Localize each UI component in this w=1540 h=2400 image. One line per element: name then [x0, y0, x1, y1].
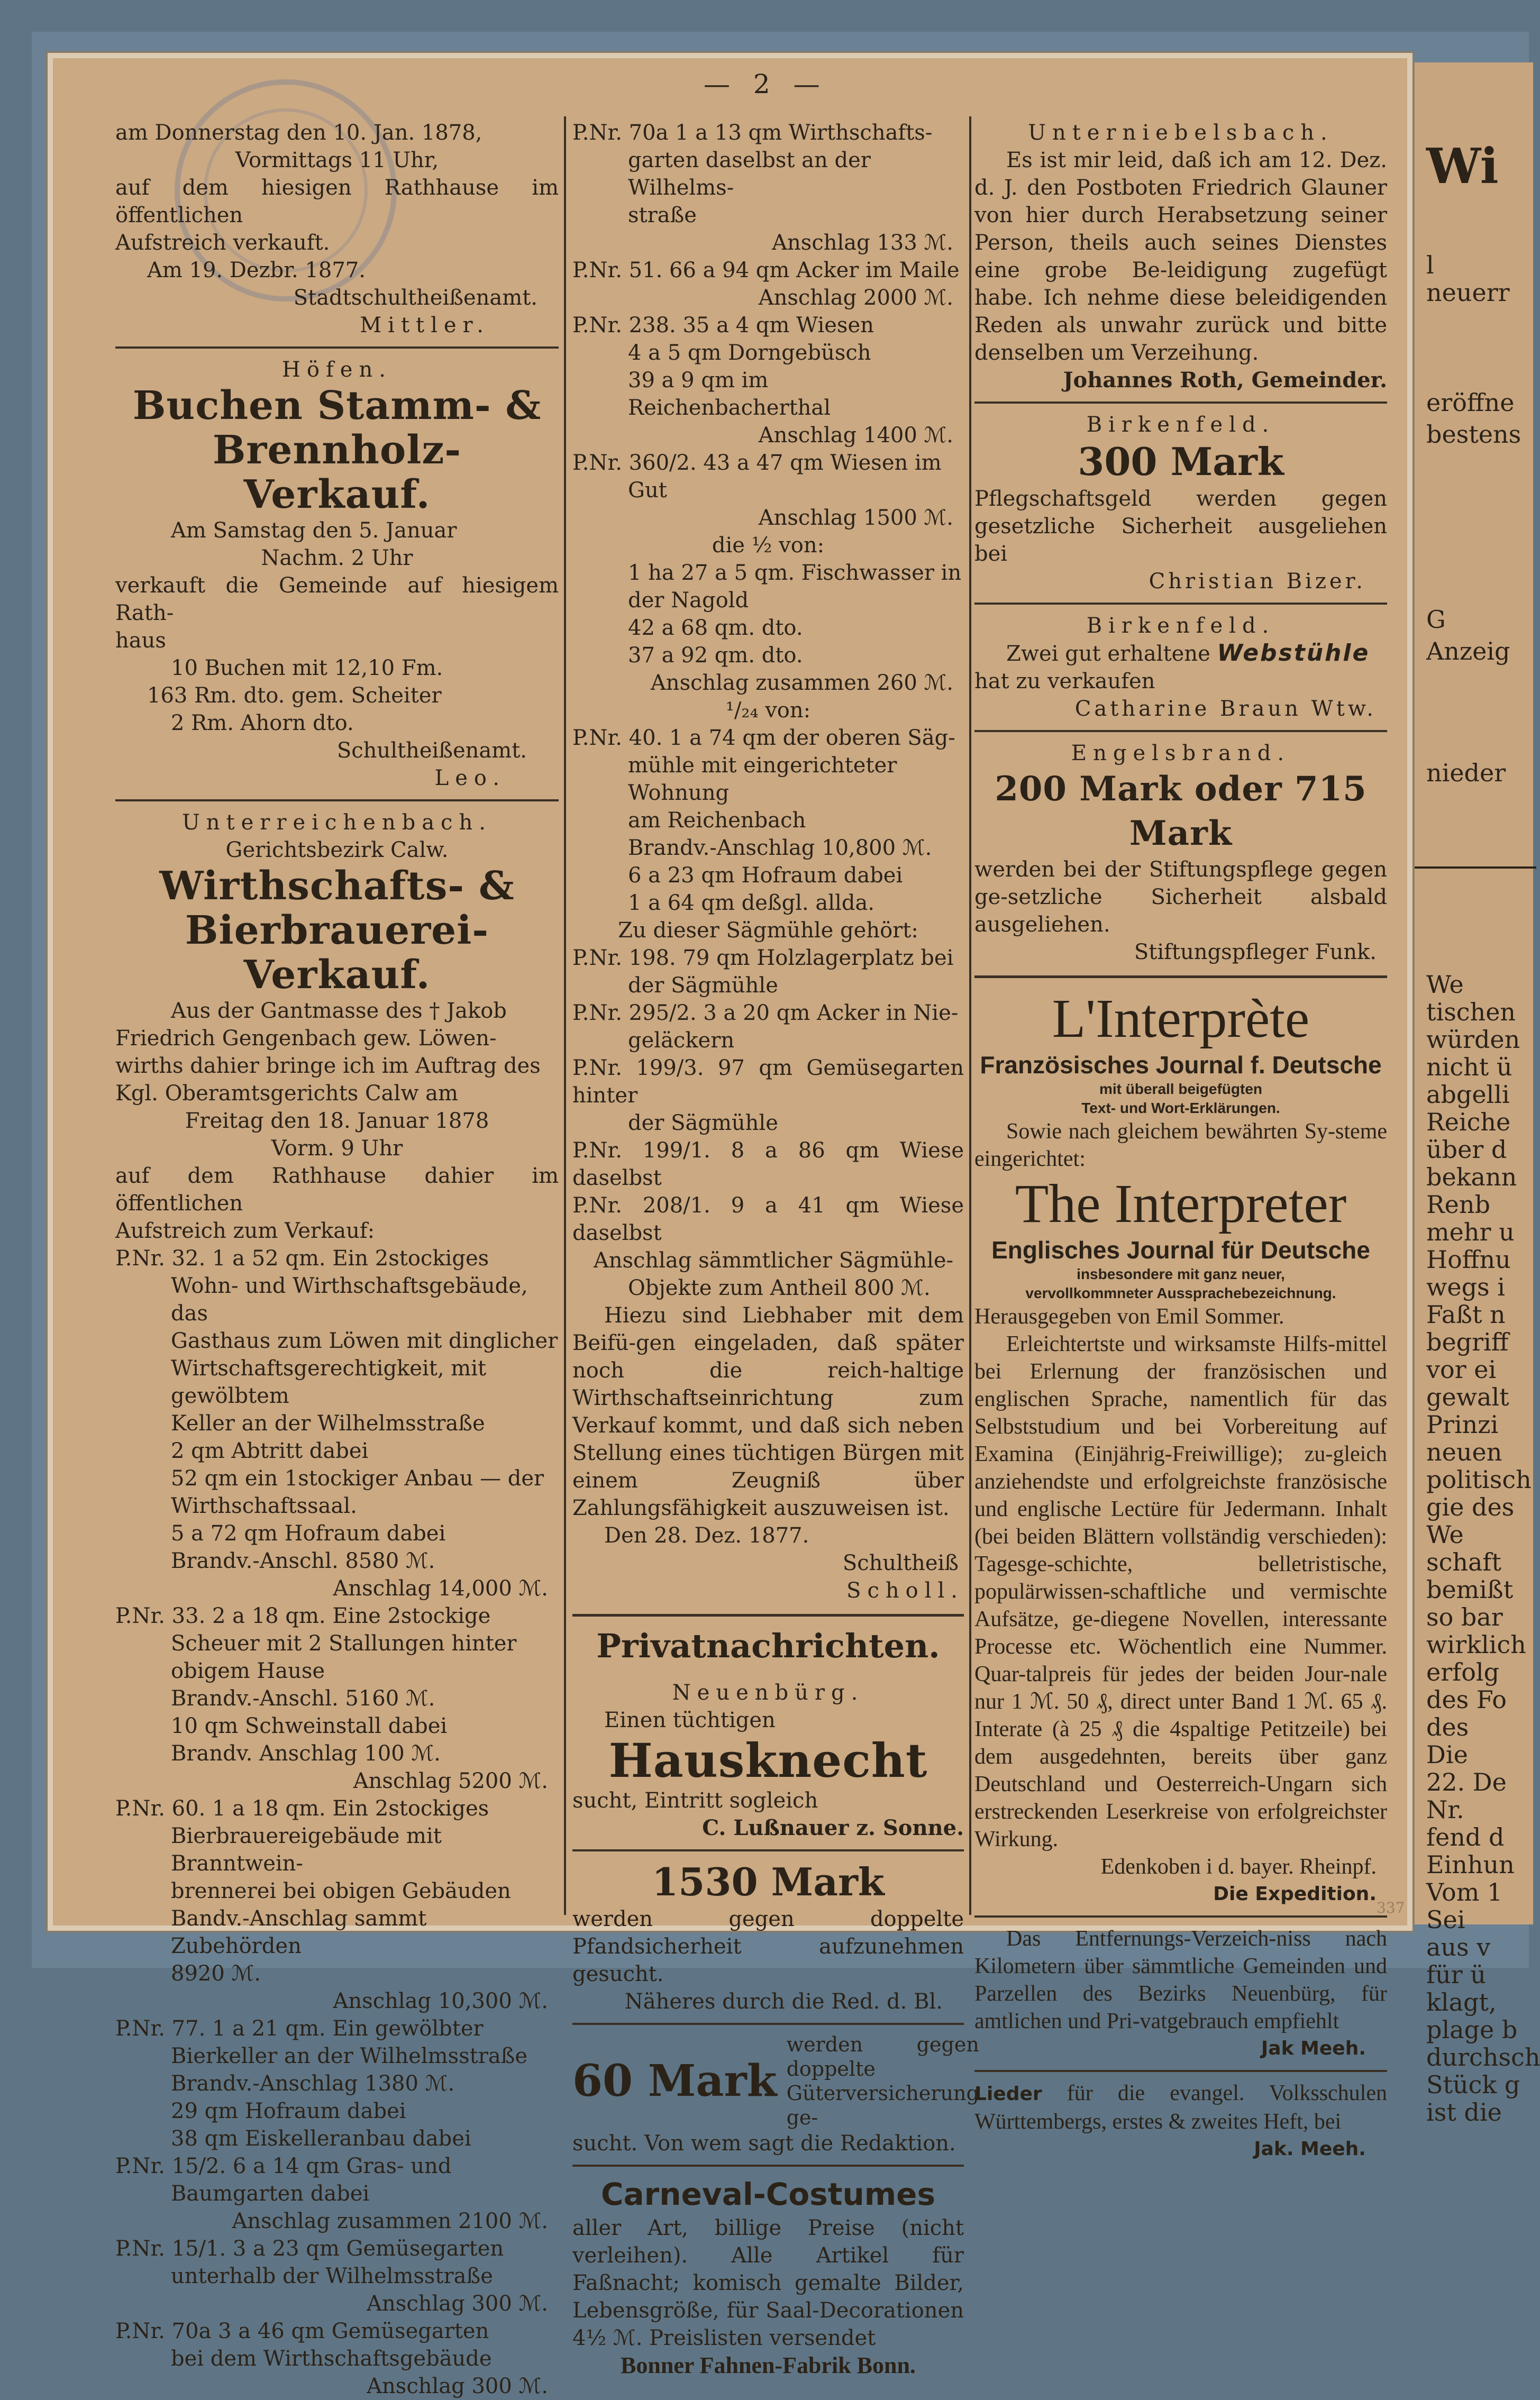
place: Birkenfeld.	[1086, 614, 1275, 638]
line: Nachm. 2 Uhr	[261, 546, 413, 570]
next-page-fragment: Sei	[1426, 1905, 1465, 1934]
signature: Jak Meeh.	[1261, 2038, 1366, 2059]
item-line: Bandv.-Anschlag sammt Zubehörden	[171, 1906, 427, 1958]
item-line: 4 a 5 qm Dorngebüsch	[628, 341, 871, 365]
signature: Schultheiß	[842, 1551, 959, 1575]
item-line: P.Nr. 198. 79 qm Holzlagerplatz bei	[572, 946, 954, 970]
intro-line: Am 19. Dezbr. 1877.	[147, 258, 366, 282]
ad-title: Carneval-Costumes	[600, 2176, 936, 2212]
signature: Christian Bizer.	[1149, 569, 1366, 594]
body-line: wirths dahier bringe ich im Auftrag des	[115, 1054, 541, 1078]
signature: Johannes Roth, Gemeinder.	[1063, 368, 1387, 393]
signature: Scholl.	[846, 1578, 964, 1603]
signature: Bonner Fahnen-Fabrik Bonn.	[621, 2352, 916, 2378]
item-line: Anschlag 133 ℳ.	[772, 231, 953, 255]
item-line: geläckern	[628, 1028, 735, 1053]
item-line: Anschlag zusammen 2100 ℳ.	[232, 2209, 548, 2233]
journal-title: The Interpreter	[1015, 1173, 1347, 1234]
item-line: Bierkeller an der Wilhelmsstraße	[171, 2044, 528, 2068]
body-line: Friedrich Gengenbach gew. Löwen-	[115, 1026, 497, 1051]
item-line: Baumgarten dabei	[171, 2182, 370, 2206]
item-line: Zu dieser Sägmühle gehört:	[618, 918, 918, 943]
ad-title: 1530 Mark	[652, 1859, 885, 1904]
next-page-fragment: für ü	[1426, 1960, 1486, 1989]
next-page-fragment: bekann	[1426, 1163, 1517, 1191]
item-line: P.Nr. 32. 1 a 52 qm. Ein 2stockiges	[115, 1246, 489, 1271]
next-page-fragment: schaft	[1426, 1548, 1501, 1576]
next-page-fragment: Renb	[1426, 1190, 1490, 1219]
item-line: Wirthschaftssaal.	[171, 1494, 357, 1518]
item-line: P.Nr. 70a 1 a 13 qm Wirthschafts-	[572, 121, 933, 145]
next-page-fragment: eröffne	[1426, 388, 1515, 417]
ad-title: 60 Mark	[572, 2056, 777, 2106]
signature: Catharine Braun Wtw.	[1074, 697, 1377, 721]
journal-note: Text- und Wort-Erklärungen.	[1081, 1100, 1280, 1116]
item-line: P.Nr. 15/1. 3 a 23 qm Gemüsegarten	[115, 2237, 504, 2261]
ad-title: Verkauf.	[243, 952, 431, 998]
item-line: Brandv.-Anschl. 8580 ℳ.	[171, 1549, 435, 1573]
next-page-fragment: gewalt	[1426, 1383, 1509, 1411]
next-page-fragment: Hoffnu	[1426, 1245, 1511, 1274]
next-page-fragment: abgelli	[1426, 1080, 1510, 1109]
item-line: P.Nr. 60. 1 a 18 qm. Ein 2stockiges	[115, 1796, 489, 1821]
line: werden gegen doppelte Pfandsicherheit aufzunehmen gesucht.	[572, 1907, 964, 1986]
line: hat zu verkaufen	[974, 669, 1155, 693]
divider	[974, 730, 1387, 732]
line: 10 Buchen mit 12,10 Fm.	[171, 656, 443, 680]
next-page-fragment: We	[1426, 970, 1464, 999]
next-page-fragment: würden	[1426, 1025, 1520, 1054]
item-line: P.Nr. 51. 66 a 94 qm Acker im Maile	[572, 258, 960, 282]
item-line: P.Nr. 70a 3 a 46 qm Gemüsegarten	[115, 2319, 489, 2343]
column-rule-1	[564, 116, 566, 1915]
line-text: für die evangel. Volksschulen Württembergs, erstes & zweites Heft, bei	[974, 2081, 1387, 2134]
next-page-fragment: nieder	[1426, 759, 1506, 787]
line: 2 Rm. Ahorn dto.	[171, 711, 354, 735]
closing-text: Hiezu sind Liebhaber mit dem Beifü-gen eingeladen, daß später noch die reich-haltige Wirthschaftseinrichtung zum Verkauf kommt, und daß sich neben Stellung eines tüchtigen Bürgen mit einem Zeugniß über Zahlungsfähigkeit auszuweisen ist.	[572, 1303, 964, 1520]
next-page-fragment: des Fo	[1426, 1685, 1507, 1714]
line: Herausgegeben von Emil Sommer.	[974, 1304, 1284, 1329]
apology-text: Es ist mir leid, daß ich am 12. Dez. d. J. den Postboten Friedrich Glauner von hier durch Herabsetzung seiner Person, theils auch seines Dienstes eine grobe Be-leidigung zugefügt habe. Ich nehme diese beleidigenden Reden als unwahr zurück und bitte denselben um Verzeihung.	[974, 148, 1387, 365]
item-line: mühle mit eingerichteter Wohnung	[628, 753, 897, 805]
item-line: Brandv.-Anschl. 5160 ℳ.	[171, 1686, 435, 1711]
next-page-fragment: Stück g	[1426, 2070, 1520, 2099]
line: Näheres durch die Red. d. Bl.	[624, 1990, 943, 2014]
highlight: Webstühle	[1217, 640, 1370, 667]
line-text: Zwei gut erhaltene	[1006, 642, 1210, 666]
body-line: Vorm. 9 Uhr	[271, 1136, 403, 1161]
line: sucht. Von wem sagt die Redaktion.	[572, 2131, 956, 2156]
next-page-fragment: wirklich	[1426, 1630, 1526, 1659]
journal-body: Erleichtertste und wirksamste Hilfs-mittel bei Erlernung der französischen und englischen Sprache, namentlich für das Selbststudium und bei Vorbereitung auf Examina (Einjährig-Freiwillige); zu-gleich anziehendste und erfolgreichste französische und englische Lectüre für Jedermann. Inhalt (bei beiden Blättern vollständig verschieden): Tagesge-schichte, belletristische, populärwissen-schaftliche und vermischte Aufsätze, ge-diegene Novellen, interessante Processe etc. Wöchentlich eine Nummer. Quar-talpreis für jedes der beiden Jour-nale nur 1 ℳ. 50 ₰, direct unter Band 1 ℳ. 65 ₰. Interate (à 25 ₰ die 4spaltige Petitzeile) bei dem ausgedehnten, bereits über ganz Deutschland und Oesterreich-Ungarn sich erstreckenden Leserkreise von erfolgreichster Wirkung.	[974, 1332, 1387, 1851]
next-page-fragment: nicht ü	[1426, 1053, 1512, 1081]
item-list	[115, 1245, 559, 2400]
next-page-fragment: erfolg	[1426, 1658, 1500, 1686]
line: 163 Rm. dto. gem. Scheiter	[147, 683, 442, 708]
line: verkauft die Gemeinde auf hiesigem Rath-	[115, 573, 559, 625]
ad-title: 300 Mark	[1078, 439, 1284, 484]
line: Das Entfernungs-Verzeich-niss nach Kilometern über sämmtliche Gemeinden und Parzellen des Bezirks Neuenbürg, für amtlichen und Pri-vatgebrauch empfiehlt	[974, 1927, 1387, 2033]
item-line: der Sägmühle	[628, 1111, 778, 1135]
next-page-fragment: Vom 1	[1426, 1878, 1503, 1906]
line: haus	[115, 628, 166, 653]
line: aller Art, billige Preise (nicht verleihen). Alle Artikel für Faßnacht; komisch gemalte Bilder, Lebensgröße, für Saal-Decorationen 4½ ℳ. Preislisten versendet	[572, 2216, 964, 2350]
column-2	[572, 119, 979, 2378]
item-line: Anschlag 1500 ℳ.	[758, 506, 953, 530]
next-page-fragment: neuerr	[1426, 278, 1510, 307]
next-page-fragment: ist die	[1426, 2098, 1502, 2127]
item-line: ¹/₂₄ von:	[725, 698, 811, 723]
item-line: Anschlag sämmtlicher Sägmühle-	[593, 1248, 953, 1273]
intro-line: Aufstreich verkauft.	[115, 231, 330, 255]
line: Leo.	[434, 766, 506, 790]
divider	[974, 401, 1387, 404]
section-heading: Privatnachrichten.	[596, 1627, 940, 1665]
item-line: 37 a 92 qm. dto.	[628, 643, 803, 668]
next-page-fragment: fend d	[1426, 1823, 1505, 1851]
column-1	[115, 119, 559, 2398]
place: Engelsbrand.	[1071, 741, 1291, 765]
intro-line: Mittler.	[360, 313, 490, 337]
next-page-fragment: politisch	[1426, 1465, 1532, 1494]
next-page-fragment: Nr.	[1426, 1795, 1464, 1824]
divider	[974, 975, 1387, 978]
item-line: P.Nr. 208/1. 9 a 41 qm Wiese daselbst	[572, 1193, 964, 1245]
item-line: 29 qm Hofraum dabei	[171, 2099, 406, 2123]
divider	[115, 799, 559, 801]
next-page-fragment: l	[1426, 251, 1434, 279]
journal-note: insbesondere mit ganz neuer,	[1077, 1266, 1285, 1282]
line: Edenkoben i d. bayer. Rheinpf.	[1100, 1855, 1377, 1879]
item-line: obigem Hause	[171, 1659, 325, 1683]
ad-title: Wirthschafts- & Bierbrauerei-	[159, 863, 515, 953]
line: sucht, Eintritt sogleich	[572, 1788, 818, 1813]
body-line: Freitag den 18. Januar 1878	[185, 1109, 489, 1133]
item-line: bei dem Wirthschaftsgebäude	[171, 2347, 492, 2371]
next-page-fragment: Die	[1426, 1740, 1468, 1769]
journal-subtitle: Englisches Journal für Deutsche	[991, 1236, 1370, 1264]
item-line: Wohn- und Wirthschaftsgebäude, das	[171, 1274, 528, 1326]
journal-note: mit überall beigefügten	[1099, 1081, 1263, 1097]
body-line: Aufstreich zum Verkauf:	[115, 1219, 375, 1243]
place-hoefen: Höfen.	[282, 358, 392, 382]
divider	[572, 2165, 964, 2167]
item-line: Scheuer mit 2 Stallungen hinter	[171, 1631, 517, 1656]
intro-line: am Donnerstag den 10. Jan. 1878,	[115, 121, 482, 145]
intro-line: Stadtschultheißenamt.	[293, 286, 537, 310]
item-line: 2 qm Abtritt dabei	[171, 1439, 369, 1463]
item-line: Objekte zum Antheil 800 ℳ.	[628, 1276, 931, 1300]
next-page-fragment: über d	[1426, 1135, 1507, 1164]
next-page-fragment: klagt,	[1426, 1988, 1497, 2016]
next-page-fragment: so bar	[1426, 1603, 1503, 1631]
next-page-fragment: des	[1426, 1713, 1469, 1741]
next-page-fragment: bestens	[1426, 420, 1521, 449]
item-line: 39 a 9 qm im Reichenbacherthal	[628, 368, 831, 420]
item-list	[572, 119, 964, 1302]
item-line: 6 a 23 qm Hofraum dabei	[628, 863, 903, 888]
item-line: Anschlag 10,300 ℳ.	[333, 1989, 548, 2013]
line: werden bei der Stiftungspflege gegen ge-setzliche Sicherheit alsbald ausgeliehen.	[974, 857, 1387, 937]
district: Gerichtsbezirk Calw.	[225, 838, 449, 862]
next-page-fragment: wegs i	[1426, 1273, 1505, 1301]
line: Einen tüchtigen	[604, 1708, 776, 1732]
item-line: Anschlag 14,000 ℳ.	[333, 1576, 548, 1601]
item-line: garten daselbst an der Wilhelms-	[628, 148, 871, 200]
divider	[572, 1614, 964, 1617]
next-page-rule	[1415, 866, 1536, 869]
item-line: Keller an der Wilhelmsstraße	[171, 1411, 485, 1436]
body-line: Aus der Gantmasse des † Jakob	[171, 999, 507, 1023]
next-page-fragment: mehr u	[1426, 1218, 1515, 1246]
item-line: 5 a 72 qm Hofraum dabei	[171, 1521, 446, 1546]
item-line: Brandv.-Anschlag 1380 ℳ.	[171, 2072, 455, 2096]
item-line: P.Nr. 33. 2 a 18 qm. Eine 2stockige	[115, 1604, 491, 1628]
place: Unterniebelsbach.	[1028, 121, 1334, 145]
body-line: auf dem Rathhause dahier im öffentlichen	[115, 1164, 559, 1216]
item-line: unterhalb der Wilhelmsstraße	[171, 2264, 493, 2288]
item-line: Anschlag 5200 ℳ.	[353, 1769, 548, 1793]
item-line: Anschlag 1400 ℳ.	[758, 423, 953, 448]
intro-line: auf dem hiesigen Rathhause im öffentlichen	[115, 176, 559, 227]
divider	[572, 2023, 964, 2025]
item-line: die ½ von:	[712, 533, 825, 558]
next-page-fragment: Anzeig	[1426, 637, 1510, 665]
line: werden gegen doppelte Güterversicherung ge-	[786, 2033, 979, 2129]
next-page-fragment: begriff	[1426, 1328, 1509, 1356]
item-line: am Reichenbach	[628, 808, 806, 833]
next-page-fragment: G	[1426, 605, 1446, 634]
next-page-fragment: Reiche	[1426, 1108, 1511, 1136]
item-line: 38 qm Eiskelleranbau dabei	[171, 2127, 471, 2151]
item-line: 8920 ℳ.	[171, 1961, 261, 1986]
item-line: Bierbrauereigebäude mit Branntwein-	[171, 1824, 442, 1876]
ad-title: 200 Mark oder 715 Mark	[995, 769, 1367, 853]
signature: C. Lußnauer z. Sonne.	[702, 1815, 964, 1840]
place: Birkenfeld.	[1086, 413, 1275, 437]
next-page-fragment: neuen	[1426, 1438, 1502, 1466]
divider	[974, 1915, 1387, 1918]
journal-subtitle: Französisches Journal f. Deutsche	[980, 1051, 1382, 1079]
next-page-fragment: Prinzi	[1426, 1410, 1499, 1439]
column-rule-2	[969, 116, 971, 1915]
item-line: Anschlag 2000 ℳ.	[758, 286, 953, 310]
divider	[974, 603, 1387, 605]
ad-title: Buchen Stamm- & Brennholz-	[132, 383, 542, 473]
item-line: P.Nr. 360/2. 43 a 47 qm Wiesen im	[572, 451, 942, 475]
next-page-fragment: 22. De	[1426, 1768, 1507, 1796]
item-line: Anschlag zusammen 260 ℳ.	[650, 671, 953, 695]
item-line: straße	[628, 203, 697, 227]
next-page-fragment: gie des	[1426, 1493, 1515, 1521]
item-line: 1 a 64 qm deßgl. allda.	[628, 891, 875, 915]
date: Den 28. Dez. 1877.	[604, 1523, 809, 1548]
item-line: Gasthaus zum Löwen mit dinglicher	[171, 1329, 558, 1353]
signature: Stiftungspfleger Funk.	[1134, 940, 1377, 964]
signature: Jak. Meeh.	[1254, 2138, 1366, 2160]
divider	[115, 346, 559, 349]
item-line: P.Nr. 40. 1 a 74 qm der oberen Säg-	[572, 726, 955, 750]
line: Pflegschaftsgeld werden gegen gesetzliche Sicherheit ausgeliehen bei	[974, 487, 1387, 566]
item-line: Brandv. Anschlag 100 ℳ.	[171, 1741, 441, 1766]
next-page-fragment: vor ei	[1426, 1355, 1497, 1384]
item-line: 1 ha 27 a 5 qm. Fischwasser in der Nagold	[628, 561, 962, 613]
place: Neuenbürg.	[672, 1681, 864, 1705]
item-line: P.Nr. 77. 1 a 21 qm. Ein gewölbter	[115, 2016, 484, 2041]
ad-60-mark	[572, 2032, 979, 2130]
next-page-fragment: bemißt	[1426, 1575, 1514, 1604]
pencil-note: 337	[1377, 1899, 1405, 1917]
journal-title: L'Interprète	[1052, 988, 1310, 1049]
next-page-fragment: plage b	[1426, 2015, 1518, 2044]
item-line: P.Nr. 295/2. 3 a 20 qm Acker in Nie-	[572, 1001, 959, 1025]
item-line: P.Nr. 199/3. 97 qm Gemüsegarten hinter	[572, 1056, 964, 1108]
intro-line: Vormittags 11 Uhr,	[235, 148, 439, 172]
item-line: Wirtschaftsgerechtigkeit, mit gewölbtem	[171, 1356, 487, 1408]
item-line: Anschlag 300 ℳ.	[367, 2374, 548, 2398]
signature: Die Expedition.	[1213, 1883, 1377, 1905]
ad-title: Verkauf.	[243, 472, 431, 517]
item-line: der Sägmühle	[628, 973, 778, 998]
label: Lieder	[974, 2083, 1042, 2105]
next-page-fragment: aus v	[1426, 1933, 1491, 1961]
place-unterreichenbach: Unterreichenbach.	[182, 810, 492, 835]
next-page-edge	[1411, 62, 1540, 2127]
next-page-fragment: Einhun	[1426, 1850, 1515, 1879]
line	[974, 2079, 1387, 2136]
line	[974, 640, 1387, 668]
item-line: Anschlag 300 ℳ.	[367, 2292, 548, 2316]
page-number: — 2 —	[704, 69, 827, 99]
next-page-fragment: durchsch	[1426, 2043, 1540, 2072]
journal-note: vervollkommneter Aussprachebezeichnung.	[1025, 1285, 1336, 1301]
next-page-fragment: We	[1426, 1520, 1464, 1549]
item-line: 52 qm ein 1stockiger Anbau — der	[171, 1466, 544, 1491]
item-line: 10 qm Schweinstall dabei	[171, 1714, 448, 1738]
next-page-fragment: tischen	[1426, 998, 1516, 1026]
body-line: Kgl. Oberamtsgerichts Calw am	[115, 1081, 458, 1106]
next-page-fragment: Wi	[1426, 138, 1499, 195]
item-line: 42 a 68 qm. dto.	[628, 616, 803, 640]
item-line: P.Nr. 15/2. 6 a 14 qm Gras- und	[115, 2154, 452, 2178]
divider	[572, 1849, 964, 1851]
line: Am Samstag den 5. Januar	[171, 518, 457, 543]
item-line: P.Nr. 199/1. 8 a 86 qm Wiese daselbst	[572, 1138, 964, 1190]
divider	[974, 2070, 1387, 2072]
item-line: Brandv.-Anschlag 10,800 ℳ.	[628, 836, 932, 860]
line: Schultheißenamt.	[336, 738, 527, 763]
item-line: Gut	[628, 478, 667, 503]
next-page-fragment: Faßt n	[1426, 1300, 1506, 1329]
column-3	[974, 119, 1387, 2160]
item-line: brennerei bei obigen Gebäuden	[171, 1879, 511, 1903]
item-line: P.Nr. 238. 35 a 4 qm Wiesen	[572, 313, 874, 337]
line: Sowie nach gleichem bewährten Sy-steme eingerichtet:	[974, 1119, 1387, 1171]
ad-title: Hausknecht	[608, 1733, 928, 1788]
